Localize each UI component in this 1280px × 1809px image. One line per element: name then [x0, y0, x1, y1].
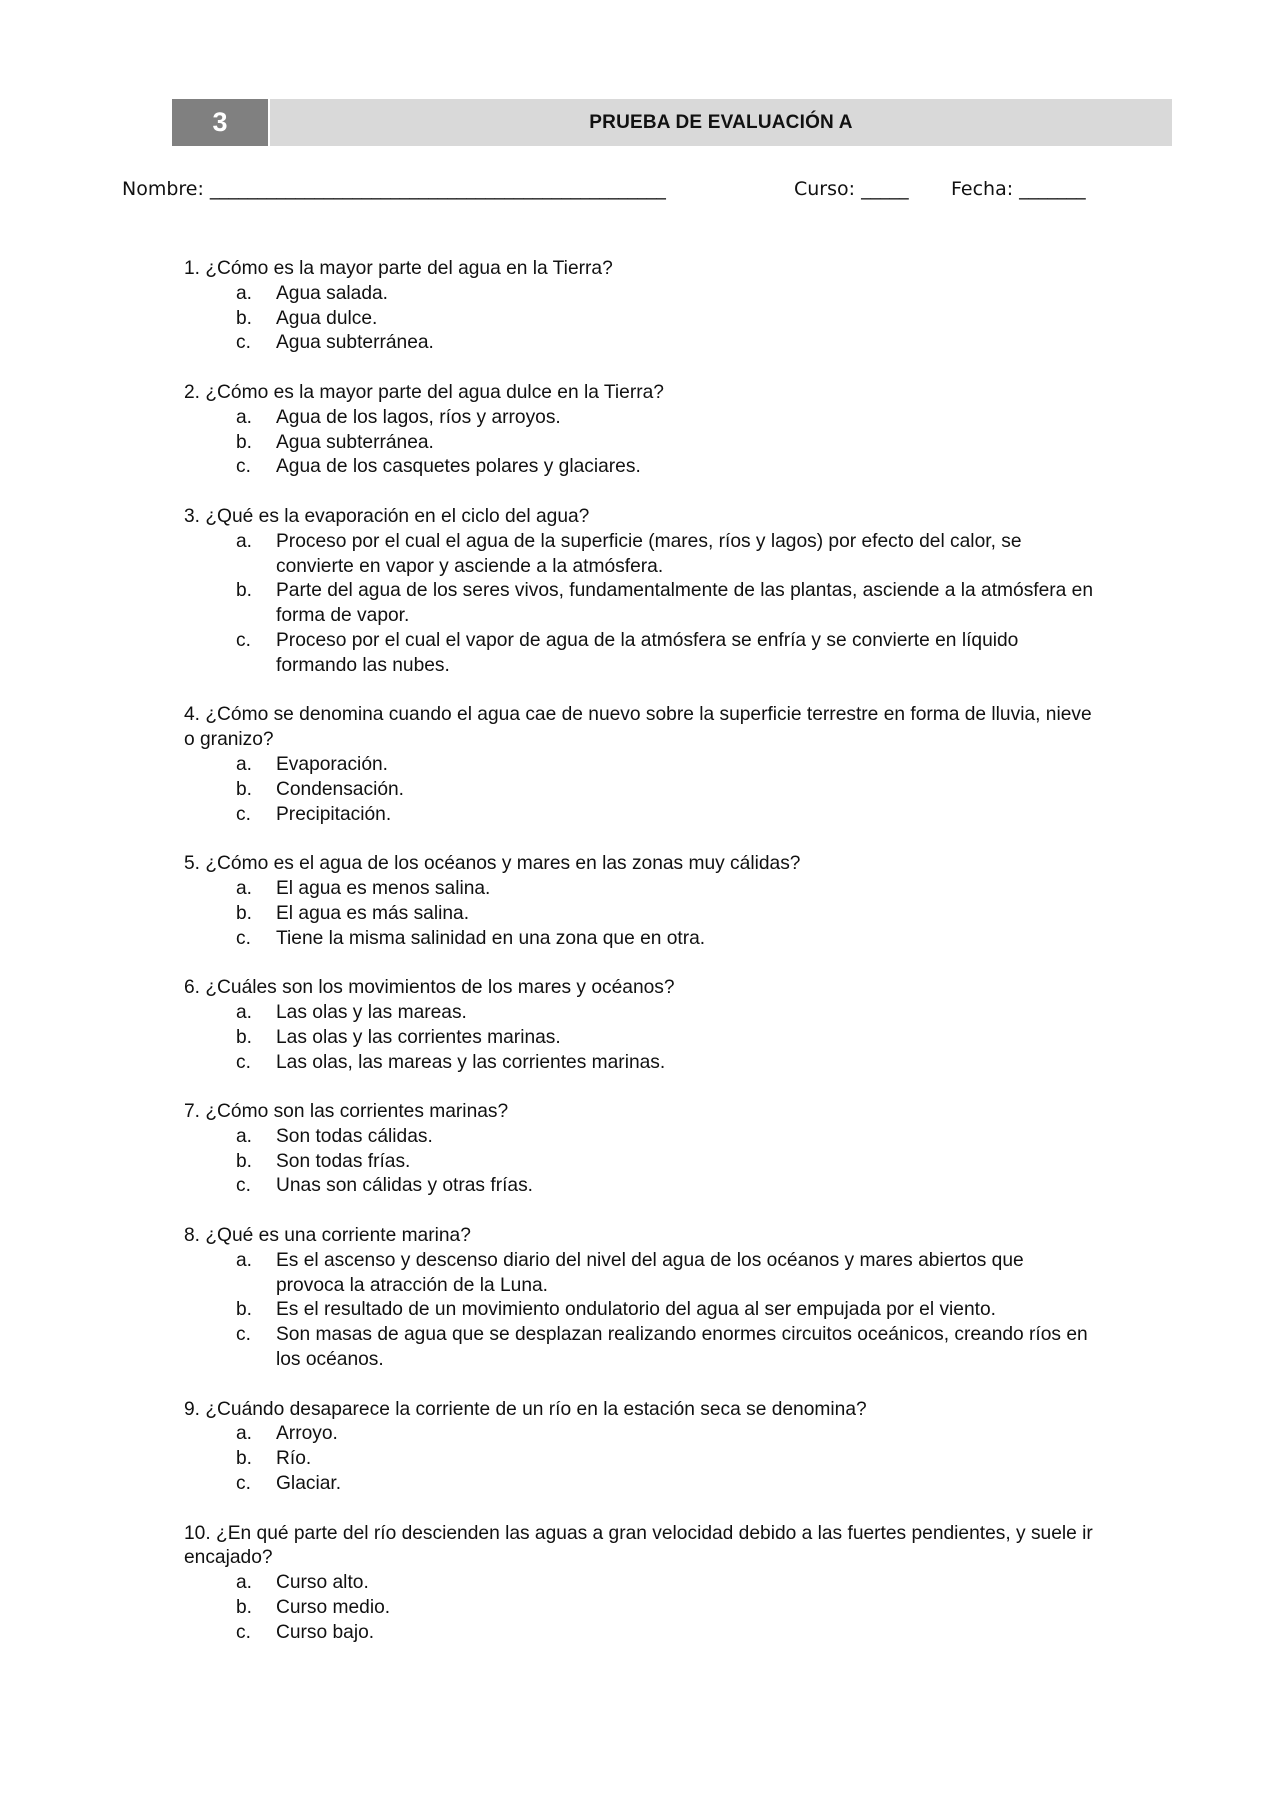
option-letter: c.	[236, 1324, 251, 1346]
answer-option[interactable]	[184, 1249, 1094, 1299]
question-text: 4. ¿Cómo se denomina cuando el agua cae de nuevo sobre la superficie terrestre en forma de lluvia, nieve o granizo?	[184, 704, 1092, 751]
student-info-line	[122, 178, 1122, 208]
option-text: Precipitación.	[276, 803, 392, 825]
answer-option[interactable]	[184, 1621, 1094, 1646]
option-list	[184, 1422, 1094, 1496]
answer-option[interactable]	[184, 1472, 1094, 1497]
question-text: 8. ¿Qué es una corriente marina?	[184, 1225, 471, 1247]
exam-header	[172, 99, 1172, 146]
question-text: 10. ¿En qué parte del río descienden las aguas a gran velocidad debido a las fuertes pendientes, y suele ir encajado?	[184, 1522, 1093, 1569]
date-field[interactable]: Fecha: _______	[951, 178, 1086, 200]
question-item	[184, 505, 1094, 679]
question-item	[184, 381, 1094, 480]
answer-option[interactable]	[184, 1001, 1094, 1026]
answer-option[interactable]	[184, 455, 1094, 480]
answer-option[interactable]	[184, 307, 1094, 332]
option-text: Es el ascenso y descenso diario del nivel del agua de los océanos y mares abiertos que provoca la atracción de la Luna.	[276, 1249, 1024, 1296]
option-list	[184, 1125, 1094, 1199]
option-letter: b.	[236, 1448, 253, 1470]
option-text: Arroyo.	[276, 1423, 338, 1445]
question-item	[184, 976, 1094, 1075]
answer-option[interactable]	[184, 1323, 1094, 1373]
option-text: Agua subterránea.	[276, 332, 434, 354]
answer-option[interactable]	[184, 1596, 1094, 1621]
answer-option[interactable]	[184, 1150, 1094, 1175]
option-letter: b.	[236, 431, 253, 453]
option-letter: c.	[236, 456, 251, 478]
option-text: Agua salada.	[276, 282, 389, 304]
answer-option[interactable]	[184, 1422, 1094, 1447]
option-letter: c.	[236, 1473, 251, 1495]
question-text: 9. ¿Cuándo desaparece la corriente de un río en la estación seca se denomina?	[184, 1398, 867, 1420]
option-text: Glaciar.	[276, 1473, 342, 1495]
answer-option[interactable]	[184, 406, 1094, 431]
question-item	[184, 1398, 1094, 1497]
option-list	[184, 753, 1094, 827]
answer-option[interactable]	[184, 530, 1094, 580]
option-letter: b.	[236, 580, 253, 602]
option-text: Proceso por el cual el agua de la superficie (mares, ríos y lagos) por efecto del calor, se convierte en vapor y asciende a la atmósfera.	[276, 530, 1022, 577]
question-item	[184, 1100, 1094, 1199]
option-letter: c.	[236, 629, 251, 651]
option-letter: a.	[236, 1249, 253, 1271]
exam-title: PRUEBA DE EVALUACIÓN A	[270, 99, 1172, 146]
option-letter: a.	[236, 1125, 253, 1147]
question-item	[184, 257, 1094, 356]
option-list	[184, 530, 1094, 679]
option-text: Parte del agua de los seres vivos, fundamentalmente de las plantas, asciende a la atmósfera en forma de vapor.	[276, 580, 1094, 627]
question-text: 2. ¿Cómo es la mayor parte del agua dulce en la Tierra?	[184, 381, 664, 403]
answer-option[interactable]	[184, 282, 1094, 307]
option-letter: b.	[236, 902, 253, 924]
option-letter: a.	[236, 753, 253, 775]
option-text: Son todas frías.	[276, 1150, 411, 1172]
option-text: Son todas cálidas.	[276, 1125, 433, 1147]
answer-option[interactable]	[184, 629, 1094, 679]
option-list	[184, 1001, 1094, 1075]
answer-option[interactable]	[184, 579, 1094, 629]
option-text: Río.	[276, 1448, 312, 1470]
question-text: 6. ¿Cuáles son los movimientos de los mares y océanos?	[184, 977, 675, 999]
option-letter: a.	[236, 1001, 253, 1023]
option-text: Condensación.	[276, 778, 405, 800]
answer-option[interactable]	[184, 1051, 1094, 1076]
option-list	[184, 1571, 1094, 1645]
answer-option[interactable]	[184, 431, 1094, 456]
answer-option[interactable]	[184, 1571, 1094, 1596]
answer-option[interactable]	[184, 1447, 1094, 1472]
option-letter: c.	[236, 1175, 251, 1197]
option-letter: a.	[236, 877, 253, 899]
option-text: Las olas y las corrientes marinas.	[276, 1026, 561, 1048]
question-text: 3. ¿Qué es la evaporación en el ciclo del agua?	[184, 505, 590, 527]
option-text: Agua dulce.	[276, 307, 378, 329]
question-item	[184, 852, 1094, 951]
option-list	[184, 877, 1094, 951]
option-letter: a.	[236, 530, 253, 552]
option-text: Agua subterránea.	[276, 431, 434, 453]
option-text: Agua de los casquetes polares y glaciares.	[276, 456, 641, 478]
option-letter: a.	[236, 282, 253, 304]
option-letter: c.	[236, 1621, 251, 1643]
answer-option[interactable]	[184, 778, 1094, 803]
option-text: Proceso por el cual el vapor de agua de la atmósfera se enfría y se convierte en líquido formando las nubes.	[276, 629, 1019, 676]
answer-option[interactable]	[184, 803, 1094, 828]
answer-option[interactable]	[184, 927, 1094, 952]
option-letter: a.	[236, 1572, 253, 1594]
answer-option[interactable]	[184, 331, 1094, 356]
question-text: 7. ¿Cómo son las corrientes marinas?	[184, 1101, 509, 1123]
option-text: Unas son cálidas y otras frías.	[276, 1175, 534, 1197]
unit-number-badge: 3	[172, 99, 268, 146]
option-text: Evaporación.	[276, 753, 388, 775]
option-text: El agua es más salina.	[276, 902, 470, 924]
option-text: Tiene la misma salinidad en una zona que en otra.	[276, 927, 706, 949]
option-letter: b.	[236, 1026, 253, 1048]
option-list	[184, 282, 1094, 356]
option-list	[184, 1249, 1094, 1373]
question-item	[184, 1522, 1094, 1646]
option-text: Las olas, las mareas y las corrientes marinas.	[276, 1051, 666, 1073]
question-text: 1. ¿Cómo es la mayor parte del agua en la Tierra?	[184, 258, 613, 279]
option-letter: c.	[236, 803, 251, 825]
option-text: Las olas y las mareas.	[276, 1001, 467, 1023]
answer-option[interactable]	[184, 877, 1094, 902]
question-list	[184, 257, 1094, 1670]
option-text: Es el resultado de un movimiento ondulatorio del agua al ser empujada por el viento.	[276, 1299, 996, 1321]
question-item	[184, 1224, 1094, 1373]
option-text: Son masas de agua que se desplazan realizando enormes circuitos oceánicos, creando ríos en los océanos.	[276, 1324, 1088, 1371]
option-letter: a.	[236, 406, 253, 428]
option-letter: b.	[236, 307, 253, 329]
option-letter: b.	[236, 1597, 253, 1619]
question-item	[184, 703, 1094, 827]
option-letter: b.	[236, 1299, 253, 1321]
option-text: El agua es menos salina.	[276, 877, 491, 899]
answer-option[interactable]	[184, 753, 1094, 778]
course-field[interactable]: Curso: _____	[794, 178, 909, 200]
question-text: 5. ¿Cómo es el agua de los océanos y mares en las zonas muy cálidas?	[184, 853, 801, 875]
option-list	[184, 406, 1094, 480]
answer-option[interactable]	[184, 902, 1094, 927]
name-field[interactable]: Nombre: ________________________________________________	[122, 178, 666, 200]
answer-option[interactable]	[184, 1125, 1094, 1150]
option-text: Curso alto.	[276, 1572, 369, 1594]
answer-option[interactable]	[184, 1298, 1094, 1323]
option-text: Curso bajo.	[276, 1621, 375, 1643]
option-letter: a.	[236, 1423, 253, 1445]
option-text: Agua de los lagos, ríos y arroyos.	[276, 406, 561, 428]
option-letter: c.	[236, 332, 251, 354]
option-letter: b.	[236, 1150, 253, 1172]
option-letter: c.	[236, 927, 251, 949]
option-letter: b.	[236, 778, 253, 800]
answer-option[interactable]	[184, 1026, 1094, 1051]
option-text: Curso medio.	[276, 1597, 391, 1619]
option-letter: c.	[236, 1051, 251, 1073]
answer-option[interactable]	[184, 1174, 1094, 1199]
